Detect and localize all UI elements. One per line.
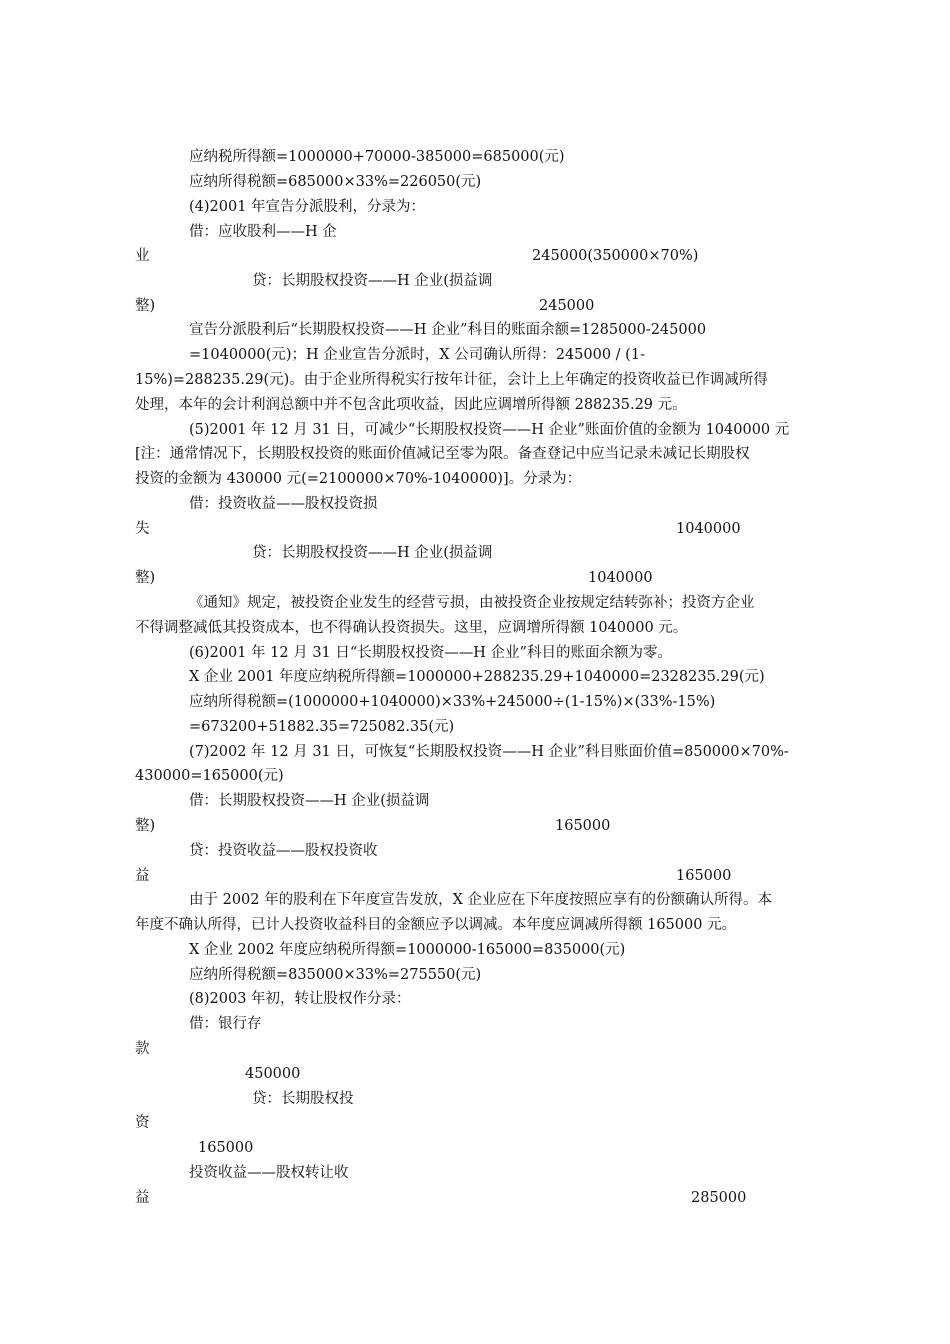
entry-wrap-line: 业 bbox=[135, 248, 150, 264]
entry-amount: 450000 bbox=[245, 1066, 301, 1082]
text-line: [注：通常情况下，长期股权投资的账面价值减记至零为限。备查登记中应当记录未减记长期股权 bbox=[135, 446, 750, 462]
entry-debit-line: 借：银行存 bbox=[189, 1016, 262, 1032]
entry-debit-line: 借：应收股利——H 企 bbox=[189, 224, 337, 240]
text-line: =1040000(元)；H 企业宣告分派时，X 公司确认所得：245000 / (1- bbox=[189, 347, 645, 363]
entry-amount: 165000 bbox=[676, 868, 732, 884]
entry-amount: 1040000 bbox=[676, 521, 741, 537]
text-line: (8)2003 年初，转让股权作分录： bbox=[189, 991, 411, 1007]
entry-amount: 245000(350000×70%) bbox=[532, 248, 699, 264]
text-line: 应纳所得税额=(1000000+1040000)×33%+245000÷(1-15%)×(33%-15%) bbox=[189, 694, 716, 710]
text-line: X 企业 2001 年度应纳税所得额=1000000+288235.29+1040000=2328235.29(元) bbox=[189, 669, 765, 685]
entry-credit-line: 贷：长期股权投资——H 企业(损益调 bbox=[252, 273, 493, 289]
entry-wrap-line: 益 bbox=[135, 1190, 150, 1206]
text-line: X 企业 2002 年度应纳税所得额=1000000-165000=835000(元) bbox=[189, 942, 626, 958]
text-line: 《通知》规定，被投资企业发生的经营亏损，由被投资企业按规定结转弥补；投资方企业 bbox=[189, 595, 755, 611]
entry-wrap-line: 益 bbox=[135, 868, 150, 884]
entry-amount: 1040000 bbox=[588, 570, 653, 586]
text-line: 由于 2002 年的股利在下年度宣告发放，X 企业应在下年度按照应享有的份额确认所得。本 bbox=[189, 892, 773, 908]
text-line: (6)2001 年 12 月 31 日“长期股权投资——H 企业”科目的账面余额为零。 bbox=[189, 645, 672, 661]
text-line: 处理，本年的会计利润总额中并不包含此项收益，因此应调增所得额 288235.29 元。 bbox=[135, 397, 687, 413]
entry-credit-line: 贷：长期股权投资——H 企业(损益调 bbox=[252, 545, 493, 561]
text-line: 应纳所得税额=685000×33%=226050(元) bbox=[189, 174, 482, 190]
entry-wrap-line: 失 bbox=[135, 521, 150, 537]
text-line: 应纳所得税额=835000×33%=275550(元) bbox=[189, 967, 482, 983]
entry-debit-line: 借：长期股权投资——H 企业(损益调 bbox=[189, 793, 430, 809]
text-line: 宣告分派股利后“长期股权投资——H 企业”科目的账面余额=1285000-245000 bbox=[189, 322, 707, 338]
text-line: 年度不确认所得，已计人投资收益科目的金额应予以调减。本年度应调减所得额 165000 元。 bbox=[135, 917, 737, 933]
entry-wrap-line: 整) bbox=[135, 298, 156, 314]
text-line: 不得调整减低其投资成本，也不得确认投资损失。这里，应调增所得额 1040000 元。 bbox=[135, 620, 688, 636]
entry-debit-line: 借：投资收益——股权投资损 bbox=[189, 496, 378, 512]
text-line: (5)2001 年 12 月 31 日，可减少“长期股权投资——H 企业”账面价值的金额为 1040000 元 bbox=[189, 422, 790, 438]
text-line: 投资的金额为 430000 元(=2100000×70%-1040000)]。分录为： bbox=[135, 471, 582, 487]
entry-amount: 165000 bbox=[198, 1140, 254, 1156]
entry-amount: 165000 bbox=[555, 818, 611, 834]
entry-wrap-line: 资 bbox=[135, 1115, 150, 1131]
entry-credit-line: 贷：投资收益——股权投资收 bbox=[189, 843, 378, 859]
text-line: =673200+51882.35=725082.35(元) bbox=[189, 719, 455, 735]
entry-wrap-line: 整) bbox=[135, 818, 156, 834]
text-line: (4)2001 年宣告分派股利，分录为： bbox=[189, 199, 426, 215]
entry-credit-line: 贷：长期股权投 bbox=[252, 1091, 354, 1107]
entry-wrap-line: 整) bbox=[135, 570, 156, 586]
text-line: 15%)=288235.29(元)。由于企业所得税实行按年计征，会计上上年确定的投资收益已作调减所得 bbox=[135, 372, 768, 388]
text-line: 应纳税所得额=1000000+70000-385000=685000(元) bbox=[189, 149, 565, 165]
entry-amount: 245000 bbox=[539, 298, 595, 314]
text-line: 430000=165000(元) bbox=[135, 768, 284, 784]
text-line: (7)2002 年 12 月 31 日，可恢复“长期股权投资——H 企业”科目账面价值=850000×70%- bbox=[189, 744, 789, 760]
entry-amount: 285000 bbox=[691, 1190, 747, 1206]
entry-wrap-line: 款 bbox=[135, 1041, 150, 1057]
entry-credit-line: 投资收益——股权转让收 bbox=[189, 1165, 349, 1181]
